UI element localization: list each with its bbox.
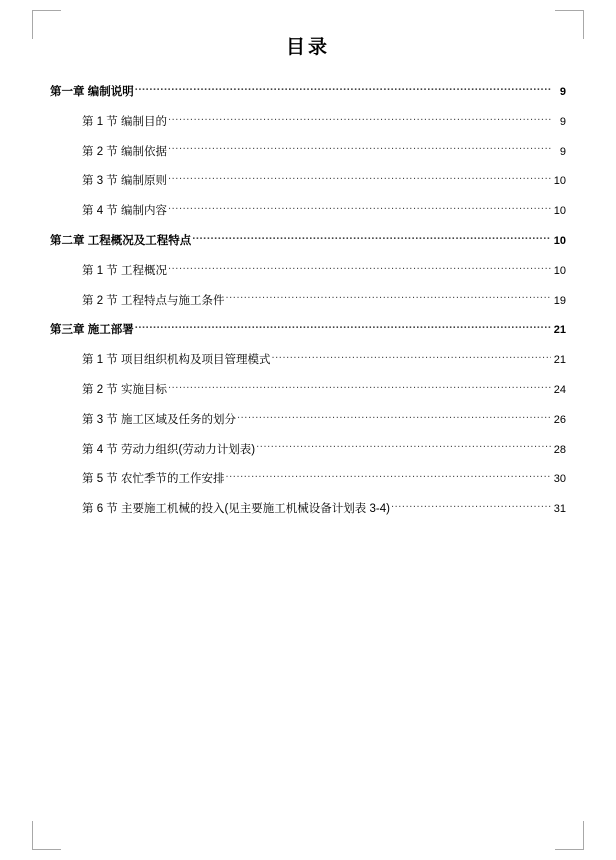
toc-entry-page-number: 10 [553, 234, 566, 247]
toc-entry-page-number: 28 [553, 443, 566, 456]
page-title: 目录 [285, 37, 330, 58]
toc-entry-page-number: 10 [553, 205, 566, 218]
toc-entry[interactable] [50, 84, 566, 100]
toc-leader-dots [168, 173, 551, 184]
toc-leader-dots [135, 84, 551, 95]
toc-entry[interactable] [50, 263, 566, 279]
crop-mark-bottom-right [555, 821, 584, 850]
crop-mark-bottom-left [32, 821, 61, 850]
toc-entry-label: 第 2 节 工程特点与施工条件 [82, 294, 225, 307]
toc-leader-dots [135, 322, 551, 333]
toc-entry-label: 第二章 工程概况及工程特点 [50, 234, 192, 247]
toc-entry[interactable] [50, 293, 566, 309]
toc-entry-page-number: 26 [553, 413, 566, 426]
toc-entry-page-number: 30 [553, 473, 566, 486]
toc-entry[interactable] [50, 352, 566, 368]
toc-entry-label: 第 1 节 编制目的 [82, 115, 167, 128]
toc-leader-dots [192, 233, 551, 244]
toc-entry-label: 第 5 节 农忙季节的工作安排 [82, 473, 225, 486]
toc-entry-page-number: 24 [553, 383, 566, 396]
toc-leader-dots [225, 471, 551, 482]
toc-entry-page-number: 9 [559, 145, 566, 158]
toc-entry[interactable] [50, 322, 566, 338]
toc-leader-dots [256, 442, 551, 453]
toc-entry-page-number: 9 [559, 86, 566, 98]
toc-entry-label: 第 3 节 编制原则 [82, 175, 167, 188]
toc-entry-label: 第 6 节 主要施工机械的投入(见主要施工机械设备计划表 3-4) [82, 503, 390, 516]
toc-leader-dots [168, 114, 551, 125]
toc-entry-page-number: 31 [553, 503, 566, 516]
toc-entry[interactable] [50, 144, 566, 160]
toc-leader-dots [168, 263, 551, 274]
toc-entry[interactable] [50, 382, 566, 398]
toc-entry[interactable] [50, 114, 566, 130]
toc-entry-label: 第 1 节 项目组织机构及项目管理模式 [82, 354, 271, 367]
toc-leader-dots [237, 412, 551, 423]
toc-entry[interactable] [50, 203, 566, 219]
toc-entry[interactable] [50, 442, 566, 458]
toc-leader-dots [168, 203, 551, 214]
toc-entry[interactable] [50, 412, 566, 428]
toc-entry[interactable] [50, 173, 566, 189]
toc-entry-label: 第 3 节 施工区域及任务的划分 [82, 413, 236, 426]
toc-entry-label: 第 4 节 编制内容 [82, 205, 167, 218]
toc-entry-page-number: 9 [559, 115, 566, 128]
toc-entry[interactable] [50, 501, 566, 517]
toc-leader-dots [225, 293, 551, 304]
toc-entry-label: 第 4 节 劳动力组织(劳动力计划表) [82, 443, 256, 456]
toc-entry-label: 第 2 节 编制依据 [82, 145, 167, 158]
toc-entry-page-number: 21 [553, 324, 566, 337]
toc-leader-dots [391, 501, 551, 512]
toc-entry[interactable] [50, 471, 566, 487]
table-of-contents [50, 84, 566, 517]
toc-entry-label: 第 2 节 实施目标 [82, 383, 167, 396]
toc-entry-label: 第一章 编制说明 [50, 86, 134, 98]
toc-entry-label: 第三章 施工部署 [50, 324, 134, 337]
toc-entry[interactable] [50, 233, 566, 249]
toc-entry-page-number: 10 [553, 264, 566, 277]
toc-entry-page-number: 21 [553, 354, 566, 367]
toc-leader-dots [168, 144, 551, 155]
toc-leader-dots [168, 382, 551, 393]
toc-entry-page-number: 10 [553, 175, 566, 188]
toc-leader-dots [271, 352, 551, 363]
toc-entry-page-number: 19 [553, 294, 566, 307]
toc-entry-label: 第 1 节 工程概况 [82, 264, 167, 277]
